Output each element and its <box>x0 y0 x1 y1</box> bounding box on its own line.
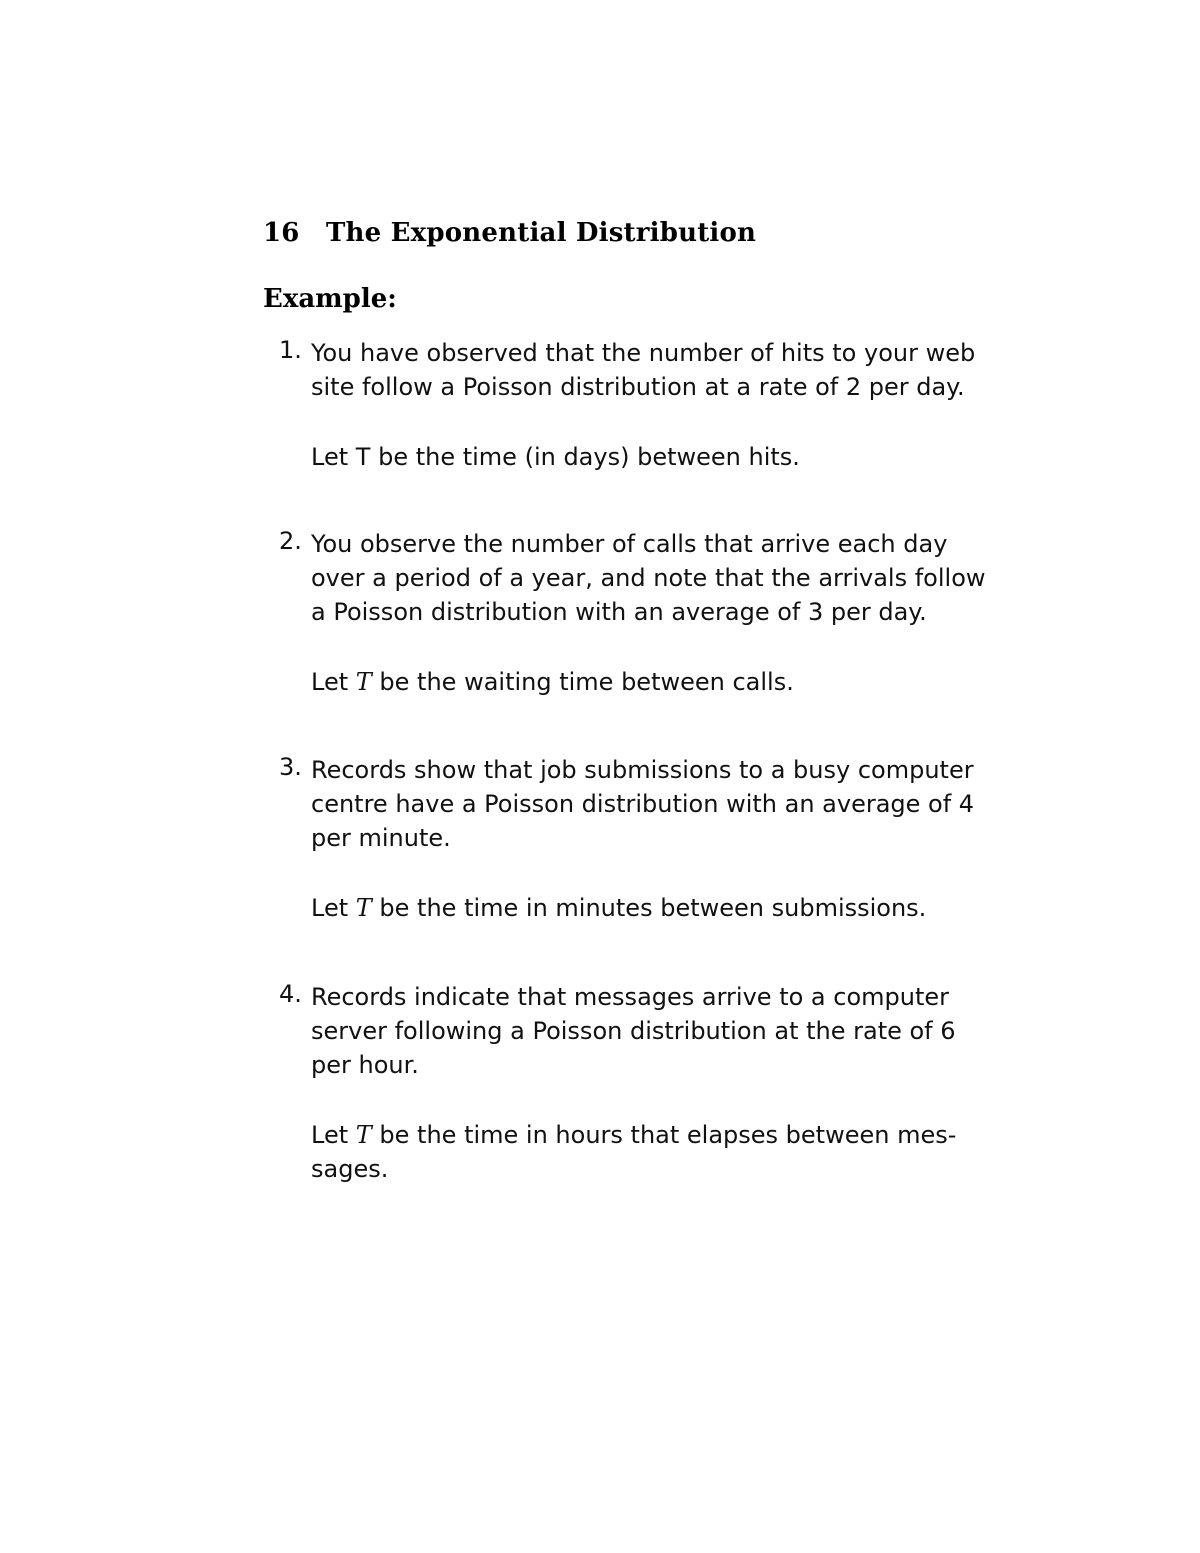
let-prefix: Let <box>311 894 349 922</box>
let-suffix: be the time (in days) between hits. <box>378 443 800 471</box>
item-line: per minute. <box>311 824 451 852</box>
variable-t: T <box>355 1121 372 1149</box>
item-line: over a period of a year, and note that the arrivals follow <box>311 564 986 592</box>
let-statement <box>311 440 943 474</box>
let-statement <box>311 891 943 925</box>
item-marker: 4. <box>279 980 302 1008</box>
section-title: The Exponential Distribution <box>326 218 757 248</box>
section-number: 16 <box>263 218 300 248</box>
item-line: You observe the number of calls that arrive each day <box>311 530 948 558</box>
item-body <box>311 527 986 699</box>
let-suffix: be the waiting time between calls. <box>379 668 794 696</box>
let-prefix: Let <box>311 443 349 471</box>
variable-t: T <box>355 668 372 696</box>
item-line: a Poisson distribution with an average of 3 per day. <box>311 598 927 626</box>
let-continuation: sages. <box>311 1155 389 1183</box>
let-prefix: Let <box>311 668 349 696</box>
item-line: Records show that job submissions to a busy computer <box>311 756 974 784</box>
item-marker: 1. <box>279 336 302 364</box>
item-body <box>311 753 975 925</box>
let-suffix: be the time in minutes between submissions. <box>379 894 927 922</box>
item-line: site follow a Poisson distribution at a rate of 2 per day. <box>311 373 965 401</box>
section-heading <box>263 218 756 248</box>
item-body <box>311 336 976 474</box>
example-label: Example: <box>263 284 397 314</box>
item-line: per hour. <box>311 1051 419 1079</box>
item-line: server following a Poisson distribution at the rate of 6 <box>311 1017 956 1045</box>
let-statement <box>311 1118 957 1152</box>
item-marker: 2. <box>279 527 302 555</box>
item-line: centre have a Poisson distribution with an average of 4 <box>311 790 975 818</box>
let-prefix: Let <box>311 1121 349 1149</box>
let-suffix: be the time in hours that elapses between mes- <box>379 1121 957 1149</box>
item-marker: 3. <box>279 753 302 781</box>
variable-t: T <box>355 443 371 471</box>
item-line: Records indicate that messages arrive to a computer <box>311 983 949 1011</box>
variable-t: T <box>355 894 372 922</box>
let-statement <box>311 665 943 699</box>
item-line: You have observed that the number of hits to your web <box>311 339 976 367</box>
item-body <box>311 980 957 1186</box>
